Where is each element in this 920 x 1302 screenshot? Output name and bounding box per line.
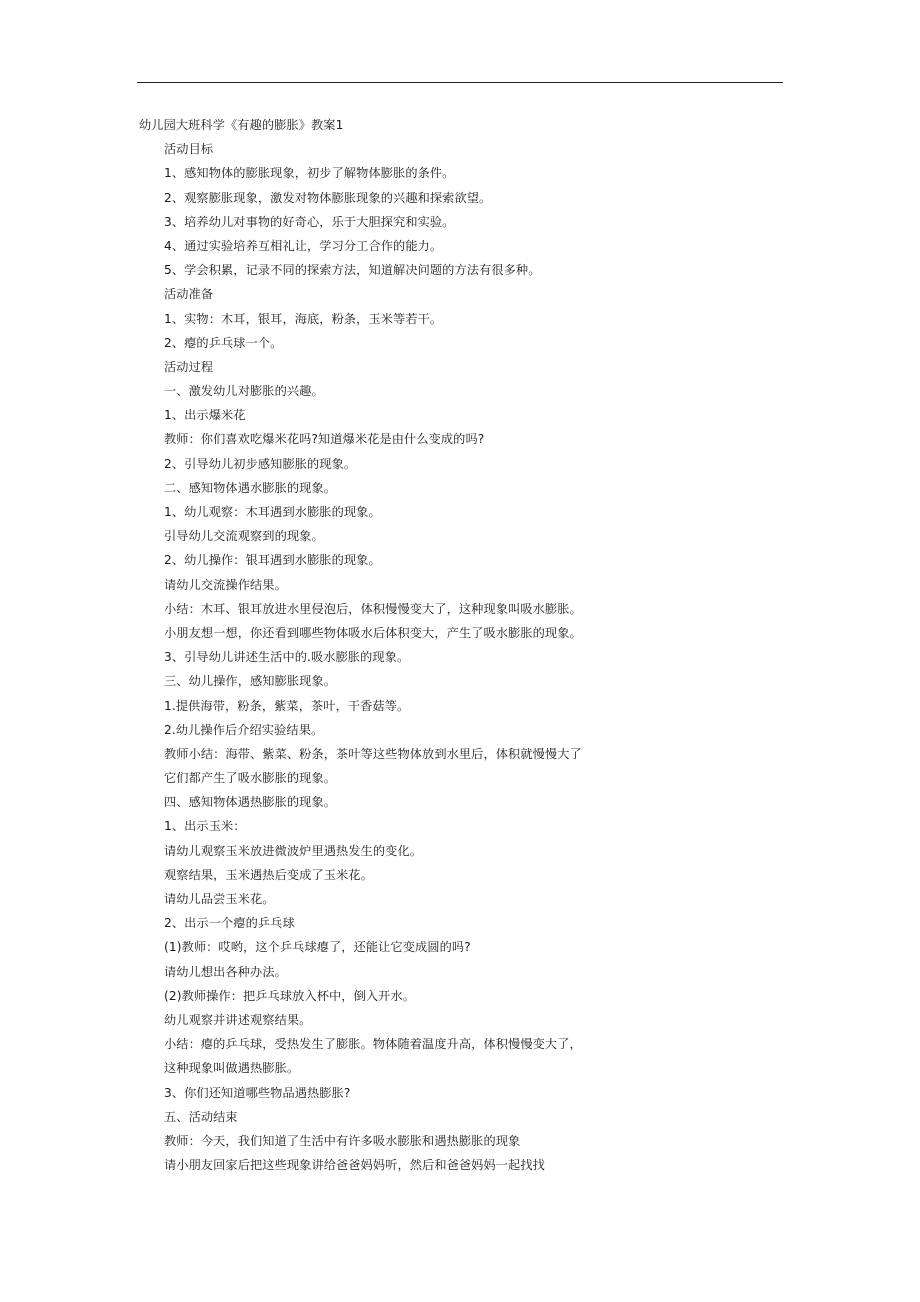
document-line: 一、激发幼儿对膨胀的兴趣。 [164,384,324,399]
document-line: 小结：瘪的乒乓球，受热发生了膨胀。物体随着温度升高，体积慢慢变大了， [164,1037,582,1052]
document-line: 幼儿观察并讲述观察结果。 [164,1012,312,1027]
document-line: 3、培养幼儿对事物的好奇心，乐于大胆探究和实验。 [164,214,455,229]
document-line: 2、观察膨胀现象，激发对物体膨胀现象的兴趣和探索欲望。 [164,190,492,205]
document-body [0,113,920,1177]
document-line: 1、出示爆米花 [164,408,246,423]
document-line: (1)教师：哎哟，这个乒乓球瘪了，还能让它变成圆的吗? [164,940,471,955]
document-line: 2、瘪的乒乓球一个。 [164,335,283,350]
document-line: 引导幼儿交流观察到的现象。 [164,529,324,544]
document-line: 4、通过实验培养互相礼让，学习分工合作的能力。 [164,238,443,253]
document-line: 请幼儿交流操作结果。 [164,577,287,592]
document-line: 活动准备 [164,287,214,302]
document-line: 3、你们还知道哪些物品遇热膨胀? [164,1085,351,1100]
document-line: 2、引导幼儿初步感知膨胀的现象。 [164,456,357,471]
document-line: 二、感知物体遇水膨胀的现象。 [164,480,337,495]
document-line: 观察结果，玉米遇热后变成了玉米花。 [164,867,373,882]
document-line: 它们都产生了吸水膨胀的现象。 [164,771,337,786]
document-line: 3、引导幼儿讲述生活中的.吸水膨胀的现象。 [164,650,410,665]
document-line: 小结：木耳、银耳放进水里侵泡后，体积慢慢变大了，这种现象叫吸水膨胀。 [164,601,582,616]
document-line: 教师：今天，我们知道了生活中有许多吸水膨胀和遇热膨胀的现象 [164,1133,521,1148]
document-line: 请幼儿想出各种办法。 [164,964,287,979]
document-line: 四、感知物体遇热膨胀的现象。 [164,795,337,810]
document-line: 请幼儿观察玉米放进微波炉里遇热发生的变化。 [164,843,423,858]
document-line: 5、学会积累，记录不同的探索方法，知道解决问题的方法有很多种。 [164,263,541,278]
document-line: 2、幼儿操作：银耳遇到水膨胀的现象。 [164,553,381,568]
document-line: (2)教师操作：把乒乓球放入杯中，倒入开水。 [164,988,416,1003]
document-line: 1、幼儿观察：木耳遇到水膨胀的现象。 [164,505,381,519]
header-rule [137,82,783,83]
document-title: 幼儿园大班科学《有趣的膨胀》教案1 [139,118,344,132]
document-line: 教师小结：海带、紫菜、粉条，茶叶等这些物体放到水里后，体积就慢慢大了 [164,746,582,761]
document-line: 五、活动结束 [164,1109,238,1124]
document-line: 请幼儿品尝玉米花。 [164,892,275,906]
document-line: 三、幼儿操作，感知膨胀现象。 [164,674,337,689]
document-line: 这种现象叫做遇热膨胀。 [164,1061,300,1076]
document-line: 1、实物：木耳，银耳，海底，粉条，玉米等若干。 [164,311,443,326]
document-line: 教师：你们喜欢吃爆米花吗?知道爆米花是由什么变成的吗? [164,432,485,447]
document-line: 活动目标 [164,142,214,157]
document-line: 1、感知物体的膨胀现象，初步了解物体膨胀的条件。 [164,166,455,181]
document-line: 1.提供海带，粉条，紫菜，茶叶，干香菇等。 [164,698,410,713]
document-line: 请小朋友回家后把这些现象讲给爸爸妈妈听，然后和爸爸妈妈一起找找 [164,1158,545,1173]
document-line: 2.幼儿操作后介绍实验结果。 [164,722,324,737]
document-lines [0,137,920,1177]
document-line: 2、出示一个瘪的乒乓球 [164,916,295,931]
document-line: 小朋友想一想，你还看到哪些物体吸水后体积变大，产生了吸水膨胀的现象。 [164,625,582,640]
document-line: 1、出示玉米： [164,819,246,834]
document-line: 活动过程 [164,359,214,374]
